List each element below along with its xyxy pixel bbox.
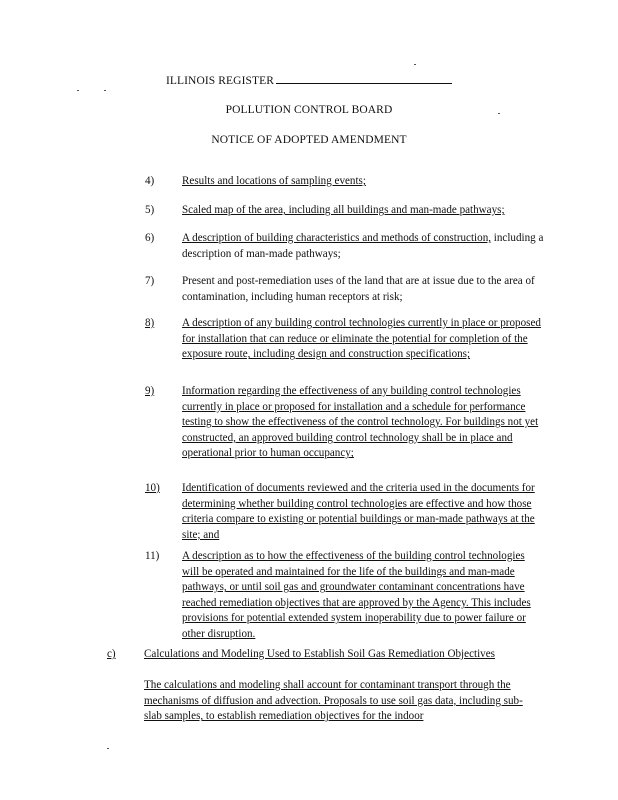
item-number: 10) [145, 482, 160, 494]
board-header: POLLUTION CONTROL BOARD [225, 104, 393, 116]
scan-speck [77, 90, 79, 91]
item-number: 7) [145, 275, 155, 287]
item-text [182, 231, 544, 262]
issue-blank-line [276, 74, 452, 84]
item-text: Information regarding the effectiveness of any building control technologies currently in place or proposed for installation and a schedule for performance testing to show the effectiveness of the control technology. For buildings not yet constructed, an approved building control technology shall be in place and operational prior to human occupancy; [182, 385, 539, 460]
item-text: Identification of documents reviewed and the criteria used in the documents for determining whether building control technologies are effective and how those criteria compare to existing or potential buildings or man-made pathways at the site; and [182, 482, 535, 541]
item-text: Scaled map of the area, including all buildings and man-made pathways; [182, 204, 505, 216]
item-number: 6) [145, 232, 155, 244]
scan-speck [414, 64, 416, 65]
item-number: 11) [145, 550, 160, 562]
item-number: 9) [145, 385, 155, 397]
scan-speck [104, 90, 106, 91]
item-number: 4) [145, 175, 155, 187]
item-number: 5) [145, 204, 155, 216]
register-title: ILLINOIS REGISTER [165, 75, 275, 87]
scan-speck [498, 113, 500, 114]
item-text-plain: including a description of man-made pathways; [182, 232, 544, 260]
notice-header: NOTICE OF ADOPTED AMENDMENT [211, 134, 407, 146]
section-title: Calculations and Modeling Used to Establish Soil Gas Remediation Objectives [144, 648, 495, 660]
section-c-paragraph: The calculations and modeling shall account for contaminant transport through the mechanisms of diffusion and advection. Proposals to use soil gas data, including sub-slab samples, to establish remediation objectives for the indoor [144, 679, 523, 723]
item-text: A description as to how the effectiveness of the building control technologies will be operated and maintained for the life of the buildings and man-made pathways, or until soil gas and groundwater contaminant concentrations have reached remediation objectives that are approved by the Agency. This includes provisions for potential extended system inoperability due to power failure or other disruption. [182, 550, 531, 640]
register-header [0, 74, 618, 87]
item-text: A description of any building control technologies currently in place or proposed for installation that can reduce or eliminate the potential for completion of the exposure route, including design and construction specifications; [182, 317, 541, 361]
item-number: 8) [145, 317, 155, 329]
scan-speck [107, 748, 109, 749]
item-text-underlined: A description of building characteristics and methods of construction, [182, 232, 492, 244]
item-text: Results and locations of sampling events; [182, 175, 366, 187]
item-text: Present and post-remediation uses of the land that are at issue due to the area of contamination, including human receptors at risk; [182, 275, 535, 303]
section-letter: c) [107, 648, 116, 660]
